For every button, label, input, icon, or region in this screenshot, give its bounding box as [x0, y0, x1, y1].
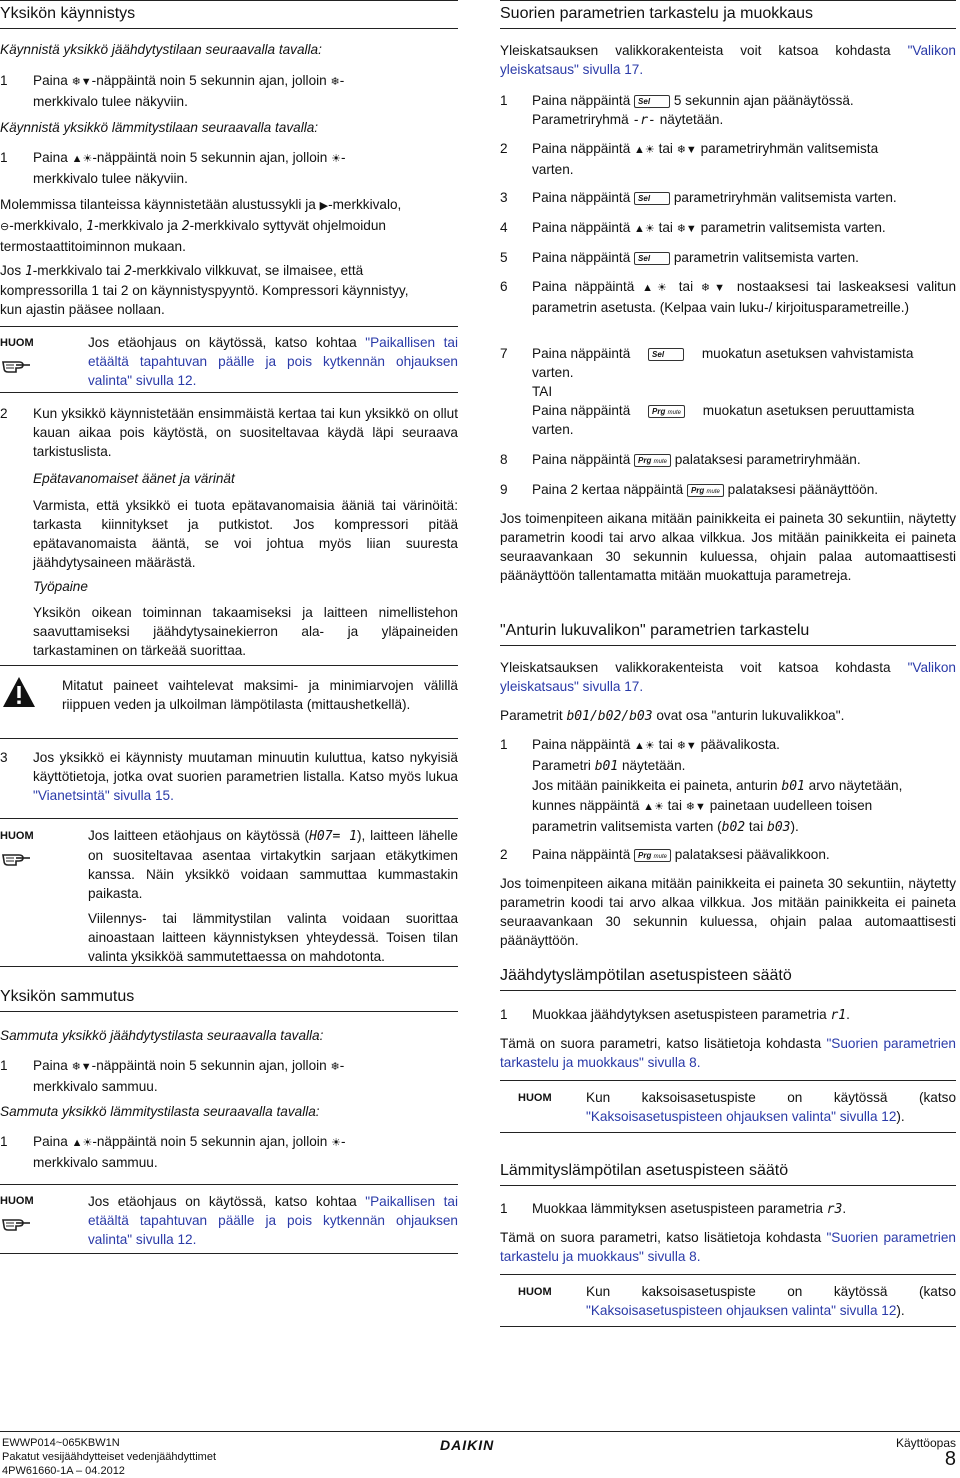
circle-minus-icon: ⊖ — [0, 221, 10, 233]
note3-text: Jos etäohjaus on käytössä, katso kohtaa "Paikallisen tai etäältä tapahtuvan päälle ja pois kytkennän ohjauksen valinta" sivulla 12. — [88, 1194, 458, 1247]
note2-text: Jos laitteen etäohjaus on käytössä (H07= 1), laitteen lähelle on suositeltavaa asentaa virtakytkin sarjaan etäkytkimen kanssa. Näin yksikkö voidaan sammuttaa kummastakin paikasta. — [88, 828, 458, 901]
note1-text: Jos etäohjaus on käytössä, katso kohtaa "Paikallisen tai etäältä tapahtuvan päälle ja pois kytkennän ohjauksen valinta" sivulla 12. — [88, 335, 458, 388]
dual-setpoint-link[interactable]: "Kaksoisasetuspisteen ohjauksen valinta" sivulla 12 — [586, 1109, 897, 1124]
warning-divider — [0, 665, 458, 666]
warning-divider — [0, 738, 458, 739]
step2: 2 Kun yksikkö käynnistetään ensimmäistä kertaa tai kun yksikkö on ollut kauan aikaa pois käytöstä, on suositeltavaa käydä läpi seuraava tarkistuslista. — [0, 406, 458, 459]
blink-text: Jos 1-merkkivalo tai 2-merkkivalo vilkkuvat, se ilmaisee, että kompressorilla 1 tai 2 on käynnistyspyyntö. Kompressori käynnistyy, kun ajastin pääsee nollaan. — [0, 263, 409, 317]
note3-link[interactable]: "Paikallisen tai etäältä tapahtuvan päälle ja pois kytkennän ohjauksen valinta" sivulla 12. — [88, 1194, 458, 1247]
timeout-text: Jos toimenpiteen aikana mitään painikkeita ei paineta 30 sekuntiin, näytetty parametrin koodi tai arvo alkaa vilkkua. Jos mitään painikkeita ei paineta seuraavankaan 30 sekunnin kuluessa, ohjain palaa automaattisesti päänäyttöön tallentamatta mitään muokattuja parametreja. — [500, 511, 956, 583]
section-title-heating-setpoint: Lämmityslämpötilan asetuspisteen säätö — [500, 1158, 956, 1186]
up-sun-key-icon: ▲☀ — [71, 153, 93, 165]
stop-heat-step: 1 Paina ▲☀-näppäintä noin 5 sekunnin ajan, jolloin ☀- merkkivalo sammuu. — [0, 1134, 346, 1170]
note-divider — [500, 1080, 956, 1081]
pointing-hand-icon — [2, 849, 32, 867]
section-title-stop: Yksikön sammutus — [0, 984, 458, 1012]
dp-step-8: 8 Paina näppäintä Prg mute palataksesi parametriryhmään. — [500, 452, 861, 467]
note-label: HUOM — [0, 1195, 34, 1207]
prg-mute-key-icon: Prg mute — [634, 454, 671, 467]
sel-key-icon: Sel — [634, 192, 670, 205]
step3: 3 Jos yksikkö ei käynnisty muutaman minuutin kuluttua, katso nykyisiä käyttötietoja, jotka ovat suorien parametrien listalla. Katso myös lukua "Vianetsintä" sivulla 15. — [0, 750, 458, 803]
footer-model: EWWP014~065KBW1N — [2, 1437, 120, 1449]
noise-title: Epätavanomaiset äänet ja värinät — [33, 471, 235, 486]
timeout2-text: Jos toimenpiteen aikana mitään painikkeita ei paineta 30 sekuntiin, näytetty parametrin koodi tai arvo alkaa vilkkua. Jos mitään painikkeita ei paineta seuraavankaan 30 sekunnin kuluessa, ohjain palaa automaattisesti päänäyttöön. — [500, 876, 956, 948]
footer-divider — [0, 1431, 960, 1432]
down-snowflake-key-icon: ❄▼ — [71, 1061, 92, 1073]
up-sun-key-icon: ▲☀ — [634, 144, 655, 156]
footer-manual-title: Käyttöopas — [895, 1436, 956, 1450]
params-text: Parametrit b01/b02/b03 ovat osa "anturin lukuvalikkoa". — [500, 708, 845, 724]
note-label: HUOM — [518, 1286, 552, 1298]
up-sun-key-icon: ▲☀ — [643, 801, 664, 813]
note-label: HUOM — [518, 1092, 552, 1104]
pointing-hand-icon — [2, 356, 32, 374]
dp-step-3: 3 Paina näppäintä Sel parametriryhmän valitsemista varten. — [500, 190, 897, 205]
page-number: 8 — [944, 1448, 956, 1470]
cool-direct-text: Tämä on suora parametri, katso lisätietoja kohdasta "Suorien parametrien tarkastelu ja muokkaus" sivulla 8. — [500, 1036, 956, 1070]
dp-step-2: 2 Paina näppäintä ▲☀ tai ❄▼ parametriryhmän valitsemista varten. — [500, 141, 879, 177]
sun-icon: ☀ — [331, 1137, 342, 1149]
note-label: HUOM — [0, 830, 34, 842]
heat-start-step: 1 Paina ▲☀-näppäintä noin 5 sekunnin ajan, jolloin ☀- merkkivalo tulee näkyviin. — [0, 150, 346, 186]
note-divider — [0, 818, 458, 819]
up-sun-key-icon: ▲☀ — [634, 740, 655, 752]
stop-cool-step: 1 Paina ❄▼-näppäintä noin 5 sekunnin ajan, jolloin ❄- merkkivalo sammuu. — [0, 1058, 345, 1094]
work-title: Työpaine — [33, 579, 88, 594]
up-sun-key-icon: ▲☀ — [634, 223, 655, 235]
sun-icon: ☀ — [331, 153, 342, 165]
noise-text: Varmista, että yksikkö ei tuota epätavanomaisia ääniä tai värinöitä: tarkasta kiinnitykset ja putkistot. Jos kompressori pitää epätavanomaista ääntä, se voi johtua myös liian suuresta jäähdytysaineen määrästä. — [33, 498, 458, 570]
note-label: HUOM — [0, 337, 34, 349]
menu-overview-link[interactable]: "Valikon yleiskatsaus" sivulla 17. — [500, 660, 956, 694]
dual-setpoint-link[interactable]: "Kaksoisasetuspisteen ohjauksen valinta" sivulla 12 — [586, 1303, 897, 1318]
note-divider — [0, 966, 458, 967]
note2-text-2: Viilennys- tai lämmitystilan valinta voidaan suorittaa ainoastaan laitteen käynnistyksen yhteydessä. Toisen tilan valinta yksikköä sammutettaessa on mahdotonta. — [88, 911, 458, 964]
note-divider — [500, 1326, 956, 1327]
snowflake-icon: ❄ — [330, 1061, 340, 1073]
sensor-step-1: 1 Paina näppäintä ▲☀ tai ❄▼ päävalikosta. Parametri b01 näytetään. Jos mitään painikkeita ei paineta, anturin b01 arvo näytetään, kunnes näppäintä ▲☀ tai ❄▼ painetaan uudelleen toisen parametrin valitsemista varten (b02 tai b03). — [500, 737, 903, 835]
stop-heat-intro: Sammuta yksikkö lämmitystilasta seuraavalla tavalla: — [0, 1104, 320, 1119]
direct-params-link[interactable]: "Suorien parametrien tarkastelu ja muokkaus" sivulla 8. — [500, 1230, 956, 1264]
sel-key-icon: Sel — [634, 95, 670, 108]
section-title-sensor-menu: "Anturin lukuvalikon" parametrien tarkastelu — [500, 618, 956, 646]
both-cases-text: Molemmissa tilanteissa käynnistetään alustussykli ja ▶-merkkivalo, ⊖-merkkivalo, 1-merkkivalo ja 2-merkkivalo syttyvät ohjelmoidun termostaattitoiminnon mukaan. — [0, 197, 402, 254]
dp-step-6: 6 Paina näppäintä ▲☀ tai ❄▼ nostaaksesi tai laskeaksesi valitun parametrin asetusta. (Kelpaa vain luku-/ kirjoitusparametreille.) — [500, 279, 957, 315]
pointing-hand-icon — [2, 1214, 32, 1232]
stop-cool-intro: Sammuta yksikkö jäähdytystilasta seuraavalla tavalla: — [0, 1028, 324, 1043]
section-title-cooling-setpoint: Jäähdytyslämpötilan asetuspisteen säätö — [500, 963, 956, 991]
cool-start-step: 1 Paina ❄▼-näppäintä noin 5 sekunnin ajan, jolloin ❄- merkkivalo tulee näkyviin. — [0, 73, 345, 109]
down-snowflake-key-icon: ❄▼ — [71, 76, 92, 88]
note-divider — [0, 1184, 458, 1185]
footer-doc-id: 4PW61660-1A – 04.2012 — [2, 1465, 125, 1477]
play-icon: ▶ — [319, 200, 329, 212]
up-sun-key-icon: ▲☀ — [71, 1137, 93, 1149]
troubleshooting-link[interactable]: "Vianetsintä" sivulla 15. — [33, 788, 174, 803]
snowflake-icon: ❄ — [330, 76, 340, 88]
section-title-start: Yksikön käynnistys — [0, 0, 458, 29]
note5-text: Kun kaksoisasetuspiste on käytössä (katso "Kaksoisasetuspisteen ohjauksen valinta" sivulla 12). — [586, 1284, 956, 1318]
sel-key-icon: Sel — [634, 252, 670, 265]
dp-step-1: 1 Paina näppäintä Sel 5 sekunnin ajan päänäytössä. Parametriryhmä -r- näytetään. — [500, 93, 854, 128]
prg-mute-key-icon: Prg mute — [687, 484, 724, 497]
daikin-logo: DAIKIN — [440, 1437, 495, 1453]
dp-step-4: 4 Paina näppäintä ▲☀ tai ❄▼ parametrin valitsemista varten. — [500, 220, 886, 235]
note-divider — [0, 392, 458, 393]
intro-text: Yleiskatsauksen valikkorakenteista voit katsoa kohdasta "Valikon yleiskatsaus" sivulla 17. — [500, 43, 956, 77]
note-divider — [0, 326, 458, 327]
up-sun-key-icon: ▲☀ — [642, 282, 671, 294]
sel-key-icon: Sel — [648, 348, 684, 361]
down-snowflake-key-icon: ❄▼ — [676, 144, 697, 156]
menu-overview-link[interactable]: "Valikon yleiskatsaus" sivulla 17. — [500, 43, 956, 77]
down-snowflake-key-icon: ❄▼ — [700, 282, 730, 294]
dp-step-5: 5 Paina näppäintä Sel parametrin valitsemista varten. — [500, 250, 859, 265]
note4-text: Kun kaksoisasetuspiste on käytössä (katso "Kaksoisasetuspisteen ohjauksen valinta" sivulla 12). — [586, 1090, 956, 1124]
warning-icon — [2, 676, 36, 708]
prg-mute-key-icon: Prg mute — [648, 405, 685, 418]
warning-text: Mitatut paineet vaihtelevat maksimi- ja minimiarvojen välillä riippuen veden ja ulkoilman lämpötilasta (mittaushetkellä). — [62, 678, 458, 712]
down-snowflake-key-icon: ❄▼ — [676, 740, 697, 752]
cooling-intro: Käynnistä yksikkö jäähdytystilaan seuraavalla tavalla: — [0, 42, 322, 57]
section-title-direct-params: Suorien parametrien tarkastelu ja muokkaus — [500, 0, 956, 29]
prg-mute-key-icon: Prg mute — [634, 849, 671, 862]
dp-step-7: 7 Paina näppäintä Sel muokatun asetuksen vahvistamista varten. TAI Paina näppäintä Prg mute muokatun asetuksen peruuttamista varten. — [500, 346, 915, 437]
work-text: Yksikön oikean toiminnan takaamiseksi ja laitteen nimellistehon saavuttamiseksi jäähdytysainekierron ala- ja yläpaineiden tarkastaminen on tärkeää suorittaa. — [33, 605, 458, 658]
note1-link[interactable]: "Paikallisen tai etäältä tapahtuvan päälle ja pois kytkennän ohjauksen valinta" sivulla 12. — [88, 335, 458, 388]
note-divider — [0, 1253, 458, 1254]
note-divider — [500, 1132, 956, 1133]
heat-setpoint-step: 1 Muokkaa lämmityksen asetuspisteen parametria r3. — [500, 1201, 847, 1217]
intro2-text: Yleiskatsauksen valikkorakenteista voit katsoa kohdasta "Valikon yleiskatsaus" sivulla 17. — [500, 660, 956, 694]
heating-intro: Käynnistä yksikkö lämmitystilaan seuraavalla tavalla: — [0, 120, 319, 135]
heat-direct-text: Tämä on suora parametri, katso lisätietoja kohdasta "Suorien parametrien tarkastelu ja muokkaus" sivulla 8. — [500, 1230, 956, 1264]
down-snowflake-key-icon: ❄▼ — [676, 223, 697, 235]
sensor-step-2: 2 Paina näppäintä Prg mute palataksesi päävalikkoon. — [500, 847, 830, 862]
dp-step-9: 9 Paina 2 kertaa näppäintä Prg mute palataksesi päänäyttöön. — [500, 482, 879, 497]
footer-subtitle: Pakatut vesijäähdytteiset vedenjäähdyttimet — [2, 1451, 217, 1463]
down-snowflake-key-icon: ❄▼ — [685, 801, 706, 813]
direct-params-link[interactable]: "Suorien parametrien tarkastelu ja muokkaus" sivulla 8. — [500, 1036, 956, 1070]
cool-setpoint-step: 1 Muokkaa jäähdytyksen asetuspisteen parametria r1. — [500, 1007, 850, 1023]
note-divider — [500, 1274, 956, 1275]
